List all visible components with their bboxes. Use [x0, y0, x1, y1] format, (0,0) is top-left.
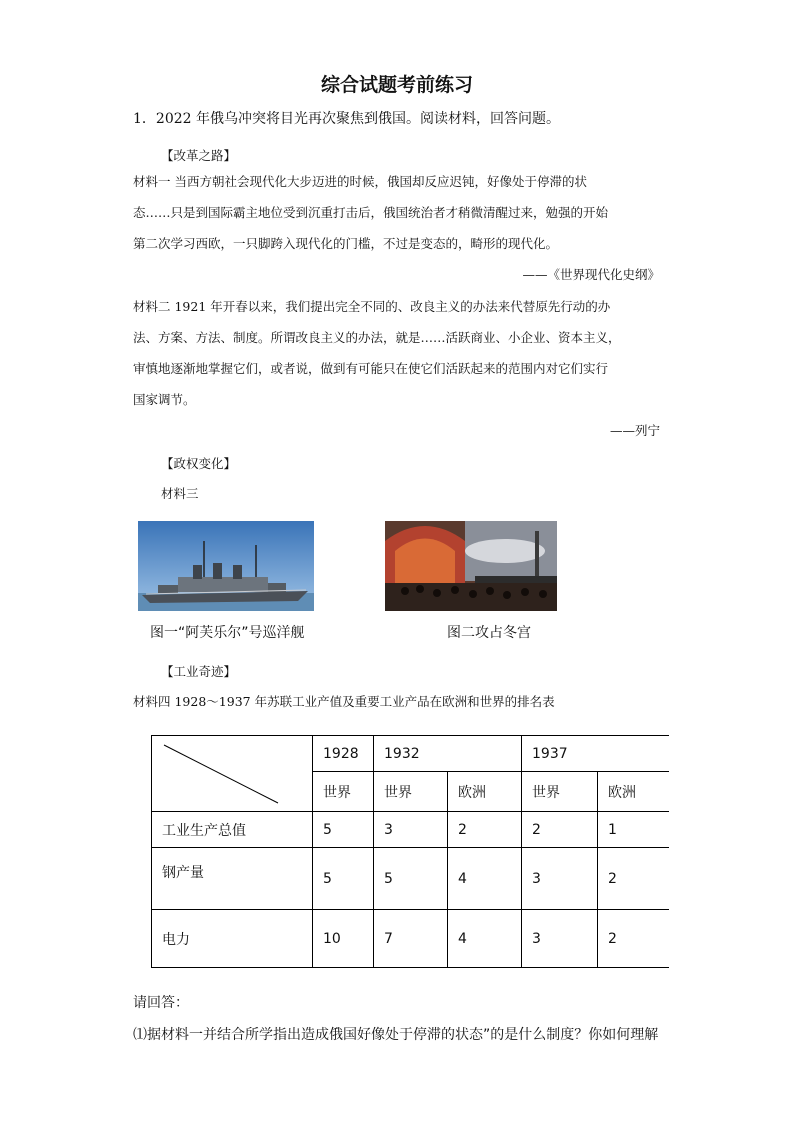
- subquestion-1: ⑴据材料一并结合所学指出造成俄国好像处于停滞的状态”的是什么制度？你如何理解: [133, 1027, 659, 1043]
- material-2-line: 材料二 1921 年开春以来，我们提出完全不同的、改良主义的办法来代替原先行动的办: [133, 299, 611, 314]
- subheader-cell: 欧洲: [598, 772, 684, 812]
- table-cell: 5: [313, 812, 374, 848]
- row-label: 电力: [152, 910, 313, 968]
- subheader-cell: 欧洲: [448, 772, 522, 812]
- subheader-cell: 世界: [374, 772, 448, 812]
- table-cell: 4: [448, 848, 522, 910]
- table-cell: 10: [313, 910, 374, 968]
- table-row: [152, 736, 684, 772]
- subheader-cell: 世界: [313, 772, 374, 812]
- row-label: 钢产量: [152, 848, 313, 910]
- section-industry: 【工业奇迹】: [161, 664, 237, 679]
- row-label: 工业生产总值: [152, 812, 313, 848]
- year-cell: 1928: [313, 736, 374, 772]
- material-1: [133, 166, 661, 259]
- subheader-cell: 世界: [522, 772, 598, 812]
- material-2-line: 审慎地逐渐地掌握它们，或者说，做到有可能只在使它们活跃起来的范围内对它们实行: [133, 361, 609, 376]
- table-cell: 7: [374, 910, 448, 968]
- table-row: [152, 910, 684, 968]
- table-row: [152, 812, 684, 848]
- material-2-line: 法、方案、方法、制度。所谓改良主义的办法，就是……活跃商业、小企业、资本主义，: [133, 330, 621, 345]
- material-1-line: 第二次学习西欧，一只脚跨入现代化的门槛，不过是变态的，畸形的现代化。: [133, 236, 559, 251]
- material-2: [133, 291, 661, 415]
- table-cell: 2: [598, 910, 684, 968]
- table-cell: 5: [313, 848, 374, 910]
- table-cell: 2: [598, 848, 684, 910]
- section-regime: 【政权变化】: [161, 456, 237, 471]
- year-cell: 1932: [374, 736, 522, 772]
- table-cell: 4: [448, 910, 522, 968]
- winter-palace-image: [385, 521, 557, 611]
- material-1-line: 态……只是到国际霸主地位受到沉重打击后，俄国统治者才稍微清醒过来，勉强的开始: [133, 205, 609, 220]
- table-cell: 1: [598, 812, 684, 848]
- table-cell: 2: [522, 812, 598, 848]
- section-reform: 【改革之路】: [161, 148, 237, 163]
- material-1-source: ——《世界现代化史纲》: [522, 267, 660, 282]
- table-row: [152, 848, 684, 910]
- material-2-line: 国家调节。: [133, 392, 196, 407]
- caption-figure-1: 图一“阿芙乐尔”号巡洋舰: [150, 625, 305, 641]
- caption-figure-2: 图二攻占冬宫: [447, 625, 531, 641]
- table-cell: 3: [522, 910, 598, 968]
- table-clip-mask: [669, 730, 689, 975]
- answer-prompt: 请回答：: [133, 995, 189, 1011]
- table-cell: 3: [522, 848, 598, 910]
- material-2-source: ——列宁: [609, 423, 660, 438]
- page-title: 综合试题考前练习: [320, 74, 473, 96]
- diagonal-header-cell: [152, 736, 313, 812]
- table-cell: 3: [374, 812, 448, 848]
- ranking-table: [151, 735, 684, 968]
- material-4-label: 材料四 1928～1937 年苏联工业产值及重要工业产品在欧洲和世界的排名表: [133, 694, 555, 709]
- year-cell: 1937: [522, 736, 684, 772]
- table-cell: 5: [374, 848, 448, 910]
- material-1-line: 材料一 当西方朝社会现代化大步迈进的时候，俄国却反应迟钝，好像处于停滞的状: [133, 174, 587, 189]
- table-cell: 2: [448, 812, 522, 848]
- cruiser-aurora-image: [138, 521, 314, 611]
- material-3-label: 材料三: [161, 486, 199, 501]
- question-1: 1．2022 年俄乌冲突将目光再次聚焦到俄国。阅读材料，回答问题。: [133, 111, 560, 127]
